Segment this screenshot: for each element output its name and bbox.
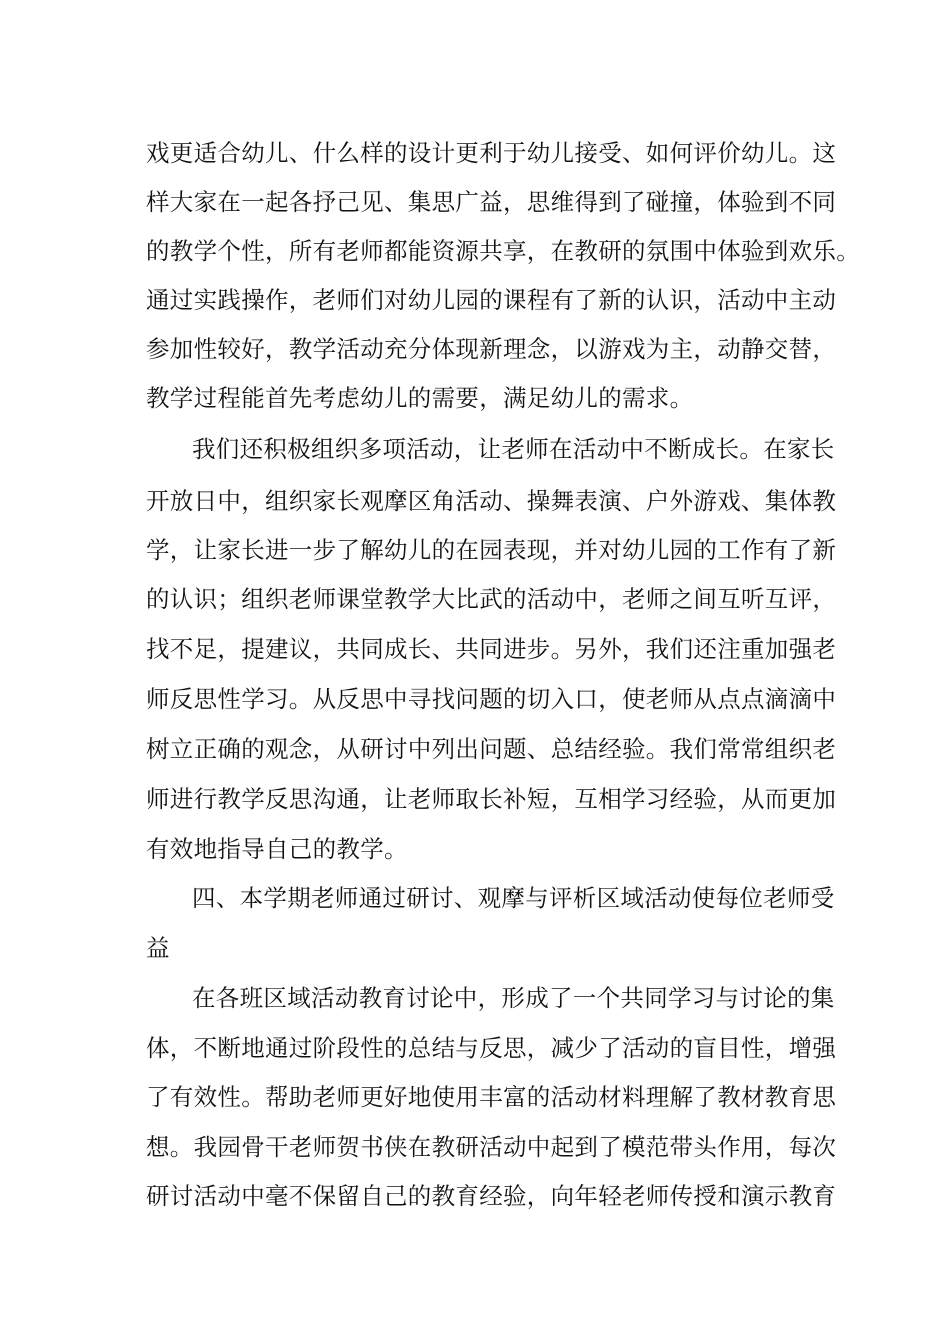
text-line: 的认识；组织老师课堂教学大比武的活动中，老师之间互听互评， [146, 585, 837, 613]
paragraph-first-line: 我们还积极组织多项活动，让老师在活动中不断成长。在家长 [192, 435, 835, 463]
text-line: 研讨活动中毫不保留自己的教育经验，向年轻老师传授和演示教育 [146, 1182, 837, 1210]
text-line: 教学过程能首先考虑幼儿的需要，满足幼儿的需求。 [146, 384, 694, 412]
text-line: 树立正确的观念，从研讨中列出问题、总结经验。我们常常组织老 [146, 735, 837, 763]
section-heading-continued: 益 [146, 934, 170, 962]
text-line: 师进行教学反思沟通，让老师取长补短，互相学习经验，从而更加 [146, 785, 837, 813]
text-line: 有效地指导自己的教学。 [146, 835, 408, 863]
text-line: 戏更适合幼儿、什么样的设计更利于幼儿接受、如何评价幼儿。这 [146, 139, 837, 167]
text-line: 的教学个性，所有老师都能资源共享，在教研的氛围中体验到欢乐。 [146, 237, 860, 265]
text-line: 师反思性学习。从反思中寻找问题的切入口，使老师从点点滴滴中 [146, 685, 837, 713]
text-line: 样大家在一起各抒己见、集思广益，思维得到了碰撞，体验到不同 [146, 188, 837, 216]
paragraph-first-line: 在各班区域活动教育讨论中，形成了一个共同学习与讨论的集 [192, 984, 835, 1012]
section-heading: 四、本学期老师通过研讨、观摩与评析区域活动使每位老师受 [192, 884, 835, 912]
text-line: 找不足，提建议，共同成长、共同进步。另外，我们还注重加强老 [146, 635, 837, 663]
text-line: 开放日中，组织家长观摩区角活动、操舞表演、户外游戏、集体教 [146, 487, 837, 515]
text-line: 想。我园骨干老师贺书侠在教研活动中起到了模范带头作用，每次 [146, 1133, 837, 1161]
text-line: 通过实践操作，老师们对幼儿园的课程有了新的认识，活动中主动 [146, 286, 837, 314]
text-line: 参加性较好，教学活动充分体现新理念，以游戏为主，动静交替， [146, 335, 837, 363]
text-line: 学，让家长进一步了解幼儿的在园表现，并对幼儿园的工作有了新 [146, 536, 837, 564]
text-line: 了有效性。帮助老师更好地使用丰富的活动材料理解了教材教育思 [146, 1083, 837, 1111]
text-line: 体，不断地通过阶段性的总结与反思，减少了活动的盲目性，增强 [146, 1034, 837, 1062]
